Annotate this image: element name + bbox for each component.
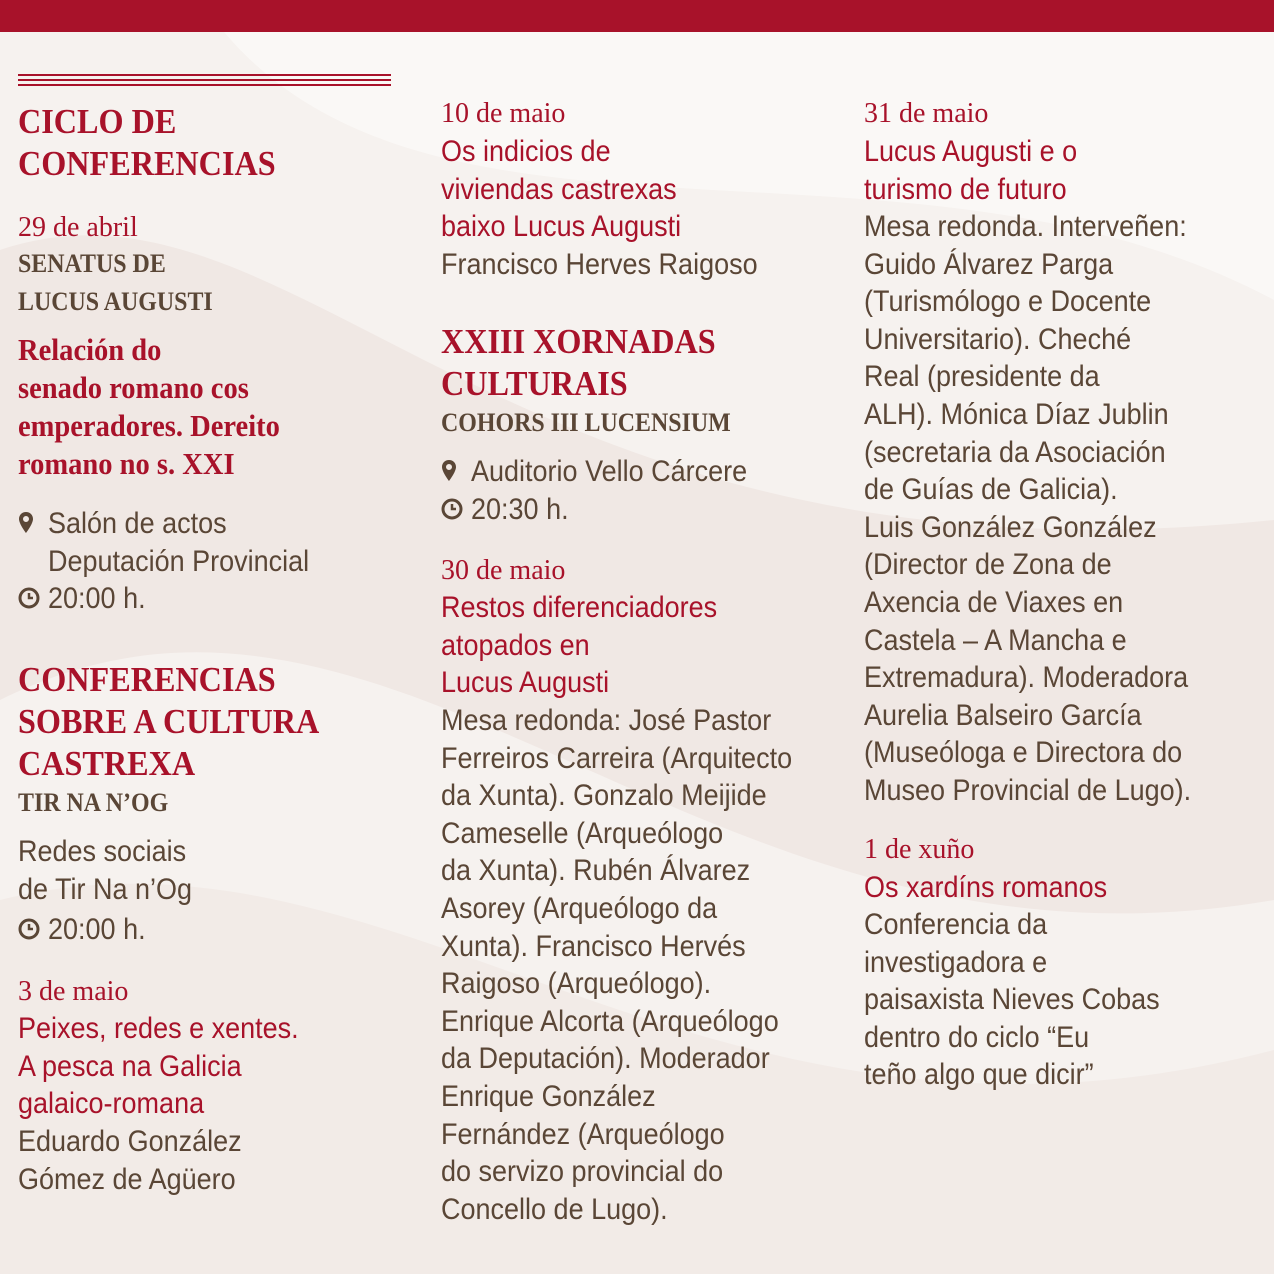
description-line: Castela – A Mancha e — [864, 623, 1127, 657]
event-description — [864, 906, 1160, 1094]
event-time — [18, 580, 156, 618]
description-line: Enrique González — [441, 1079, 656, 1113]
time-text: 20:00 h. — [48, 913, 146, 946]
speaker-line: Gómez de Agüero — [18, 1162, 236, 1196]
event-location — [18, 505, 338, 580]
event-title-line: Relación do — [18, 332, 162, 367]
section-title — [441, 321, 716, 405]
description-line: Conferencia da — [864, 908, 1048, 941]
event-title-line: baixo Lucus Augusti — [441, 210, 682, 244]
description-line: Universitario). Cheché — [864, 322, 1132, 356]
section-title-line: CICLO DE — [18, 102, 177, 141]
description-line: de Guías de Galicia). — [864, 473, 1118, 507]
description-line: Enrique Alcorta (Arqueólogo — [441, 1004, 779, 1038]
where-line: de Tir Na n’Og — [18, 872, 193, 906]
organization-name — [18, 245, 213, 321]
event-description — [864, 208, 1191, 810]
description-line: (Director de Zona de — [864, 548, 1112, 582]
description-line: Raigoso (Arqueólogo). — [441, 967, 712, 1001]
description-line: ALH). Mónica Díaz Jublin — [864, 397, 1169, 431]
description-line: teño algo que dicir” — [864, 1058, 1094, 1092]
event-title-line: Os xardíns romanos — [864, 871, 1108, 904]
description-line: Museo Provincial de Lugo). — [864, 773, 1192, 807]
event-title-line: turismo de futuro — [864, 172, 1067, 206]
description-line: Real (presidente da — [864, 360, 1100, 394]
description-line: Axencia de Viaxes en — [864, 585, 1124, 619]
clock-icon — [441, 491, 463, 527]
event-title-line: galaico-romana — [18, 1087, 205, 1121]
section-title-line: CONFERENCIAS — [18, 660, 276, 699]
description-line: paisaxista Nieves Cobas — [864, 983, 1160, 1017]
event-title-line: Peixes, redes e xentes. — [18, 1012, 299, 1045]
event-title — [441, 589, 717, 702]
event-title-line: Os indicios de — [441, 135, 611, 168]
description-line: Mesa redonda: José Pastor — [441, 704, 772, 737]
event-time — [441, 491, 579, 529]
description-line: Cameselle (Arqueólogo — [441, 816, 724, 850]
event-title-line: A pesca na Galicia — [18, 1049, 242, 1083]
section-title-line: XXIII XORNADAS — [441, 322, 716, 361]
section-subtitle: TIR NA N’OG — [18, 788, 169, 817]
description-line: Aurelia Balseiro García — [864, 698, 1142, 732]
location-line: Salón de actos — [48, 507, 227, 540]
map-pin-icon — [18, 505, 40, 541]
section-title-line: CASTREXA — [18, 744, 196, 783]
description-line: dentro do ciclo “Eu — [864, 1020, 1090, 1054]
event-title — [441, 133, 681, 246]
event-title — [864, 133, 1077, 208]
time-text: 20:00 h. — [48, 582, 146, 615]
decorative-rules — [18, 74, 391, 89]
section-title — [18, 659, 319, 785]
description-line: Guido Álvarez Parga — [864, 247, 1114, 281]
description-line: da Xunta). Rubén Álvarez — [441, 854, 751, 888]
description-line: do servizo provincial do — [441, 1155, 724, 1189]
description-line: Extremadura). Moderadora — [864, 661, 1189, 695]
description-line: Fernández (Arqueólogo — [441, 1117, 725, 1151]
description-line: investigadora e — [864, 945, 1048, 979]
description-line: (secretaria da Asociación — [864, 435, 1166, 469]
description-line: da Deputación). Moderador — [441, 1042, 770, 1076]
description-line: Concello de Lugo). — [441, 1192, 668, 1226]
event-date: 1 de xuño — [864, 834, 975, 865]
speaker-line: Eduardo González — [18, 1125, 242, 1158]
description-line: Xunta). Francisco Hervés — [441, 929, 746, 963]
section-subtitle: COHORS III LUCENSIUM — [441, 408, 731, 437]
event-speaker — [18, 1123, 242, 1198]
event-title — [864, 869, 1107, 907]
event-speaker — [441, 246, 758, 284]
event-date: 10 de maio — [441, 98, 566, 129]
speaker-line: Francisco Herves Raigoso — [441, 248, 758, 281]
event-title-line: Restos diferenciadores — [441, 591, 718, 624]
time-text: 20:30 h. — [471, 493, 569, 526]
description-line: Asorey (Arqueólogo da — [441, 891, 718, 925]
event-date: 3 de maio — [18, 976, 129, 1007]
event-time — [18, 911, 156, 949]
event-date: 30 de maio — [441, 555, 566, 586]
event-title-line: romano no s. XXI — [18, 446, 235, 481]
description-line: Ferreiros Carreira (Arquitecto — [441, 741, 793, 775]
clock-icon — [18, 580, 40, 616]
location-text: Auditorio Vello Cárcere — [471, 455, 748, 488]
event-title-line: Lucus Augusti e o — [864, 135, 1078, 168]
organization-line: SENATUS DE — [18, 249, 166, 278]
event-title — [18, 331, 280, 483]
event-title-line: Lucus Augusti — [441, 666, 610, 700]
description-line: Mesa redonda. Interveñen: — [864, 210, 1187, 243]
event-title-line: emperadores. Dereito — [18, 408, 280, 443]
description-line: (Turismólogo e Docente — [864, 285, 1152, 319]
top-banner — [0, 0, 1274, 32]
description-line: Luis González González — [864, 510, 1157, 544]
section-title-line: CULTURAIS — [441, 364, 628, 403]
section-title-line: CONFERENCIAS — [18, 144, 276, 183]
description-line: (Museóloga e Directora do — [864, 736, 1183, 770]
event-title-line: viviendas castrexas — [441, 172, 677, 206]
location-line: Deputación Provincial — [48, 544, 310, 578]
section-title — [18, 101, 276, 185]
event-where — [18, 833, 192, 908]
clock-icon — [18, 911, 40, 947]
where-line: Redes sociais — [18, 835, 187, 868]
event-location — [441, 453, 778, 491]
event-title-line: senado romano cos — [18, 370, 249, 405]
organization-line: LUCUS AUGUSTI — [18, 287, 213, 316]
map-pin-icon — [441, 453, 463, 489]
event-description — [441, 702, 792, 1228]
event-title — [18, 1010, 299, 1123]
event-title-line: atopados en — [441, 628, 590, 662]
description-line: da Xunta). Gonzalo Meijide — [441, 779, 767, 813]
section-title-line: SOBRE A CULTURA — [18, 702, 320, 741]
event-date: 29 de abril — [18, 212, 138, 243]
event-date: 31 de maio — [864, 98, 989, 129]
